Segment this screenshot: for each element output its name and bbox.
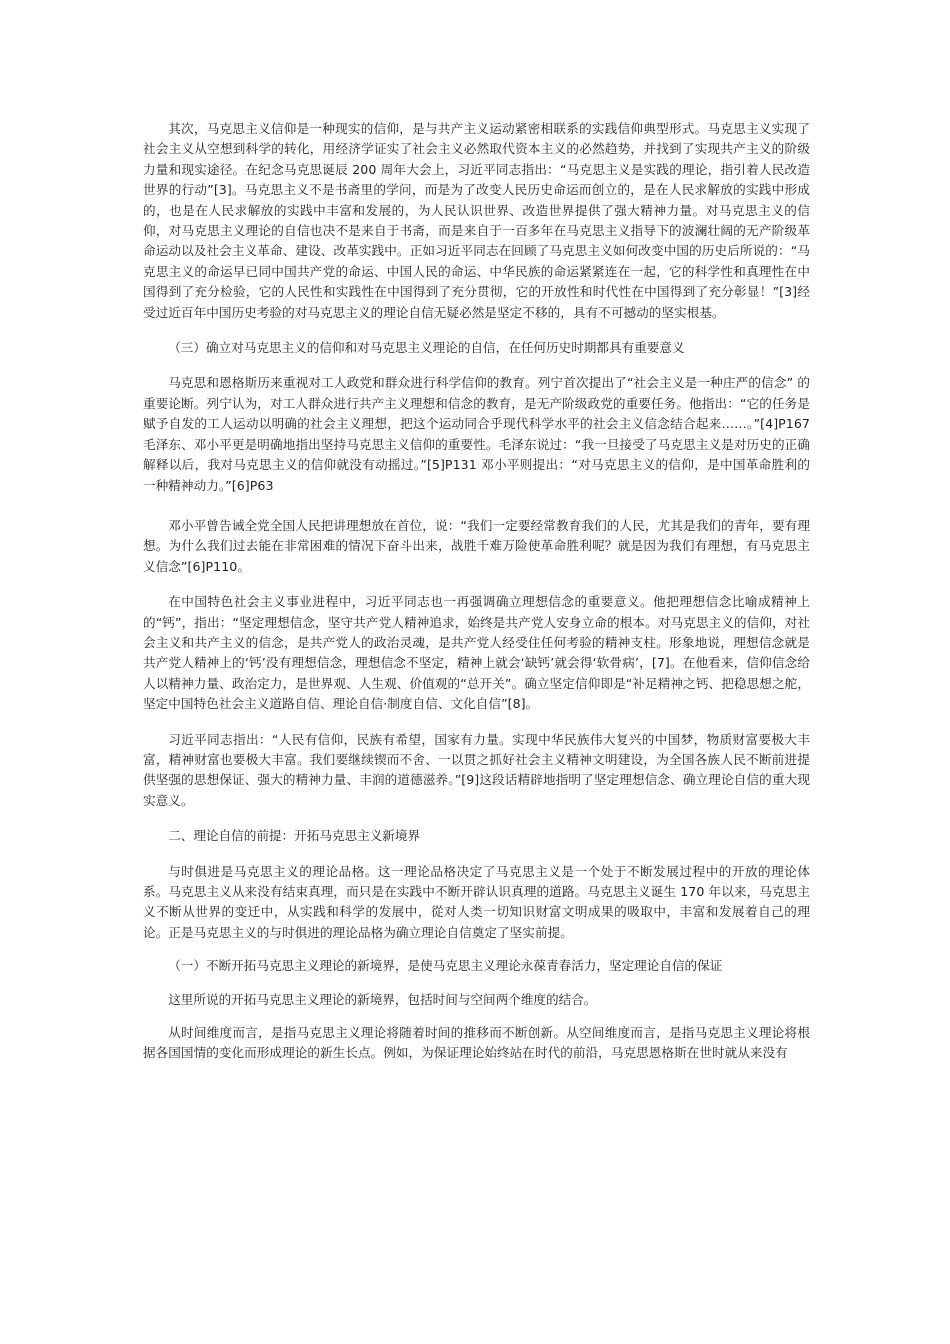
paragraph-xi-ideals-calcium: 在中国特色社会主义事业进程中，习近平同志也一再强调确立理想信念的重要意义。他把理想信念比喻成精神上的“钙”，指出：“坚定理想信念，坚守共产党人精神追求，始终是共产党人安身立命的根本。对马克思主义的信仰，对社会主义和共产主义的信念，是共产党人的政治灵魂，是共产党人经受住任何考验的精神支柱。形象地说，理想信念就是 共产党人精神上的‘钙’没有理想信念，理想信念不坚定，精神上就会‘缺钙’就会得‘软骨病’，[7]。在他看来，信仰信念给人以精神力量、政治定力，是世界观、人生观、价值观的“总开关”。确立坚定信仰即是“补足精神之钙、把稳思想之舵， 坚定中国特色社会主义道路自信、理论自信·制度自信、文化自信”[8]。 <box>143 594 810 712</box>
document-body <box>143 119 810 1064</box>
paragraph-xi-people-faith: 习近平同志指出：“人民有信仰，民族有希望，国家有力量。实现中华民族伟大复兴的中国梦，物质财富要极大丰富，精神财富也要极大丰富。我们要继续锲而不舍、一以贯之抓好社会主义精神文明建设，为全国各族人民不断前进提供坚强的思想保证、强大的精神力量、丰润的道德滋养。”[9]这段话精辟地指明了坚定理想信念、确立理论自信的重大现实意义。 <box>143 731 810 808</box>
section-heading-3: （三）确立对马克思主义的信仰和对马克思主义理论的自信，在任何历史时期都具有重要意义 <box>168 340 685 356</box>
paragraph-marx-engels-education: 马克思和恩格斯历来重视对工人政党和群众进行科学信仰的教育。列宁首次提出了“社会主义是一种庄严的信念” 的重要论断。列宁认为，对工人群众进行共产主义理想和信念的教育，是无产阶级政党的重要任务。他指出：“它的任务是赋予自发的工人运动以明确的社会主义理想，把这个运动同合乎现代科学水平的社会主义信念结合起来……。”[4]P167 毛泽东、邓小平更是明确地指出坚持马克思主义信仰的重要性。毛泽东说过：“我一旦接受了马克思主义是对历史的正确解释以后，我对马克思主义的信仰就没有动摇过。”[5]P131 邓小平则提出：“对马克思主义的信仰，是中国革命胜利的一种精神动力。”[6]P63 <box>143 375 810 493</box>
paragraph-time-dimension: 从时间维度而言，是指马克思主义理论将随着时间的推移而不断创新。从空间维度而言，是指马克思主义理论将根据各国国情的变化而形成理论的新生长点。例如，为保证理论始终站在时代的前沿，马克思恩格斯在世时就从来没有 <box>143 1025 810 1061</box>
paragraph-time-space-dimensions: 这里所说的开拓马克思主义理论的新境界，包括时间与空间两个维度的结合。 <box>168 991 597 1007</box>
paragraph-keep-pace-with-times: 与时俱进是马克思主义的理论品格。这一理论品格决定了马克思主义是一个处于不断发展过程中的开放的理论体 系。马克思主义从来没有结束真理，而只是在实践中不断开辟认识真理的道路。马克思主义诞生 170 年以来，马克思主义不断从世界的变迁中，从实践和科学的发展中，從对人类一切知识财富文明成果的吸取中，丰富和发展着自己的理论。正是马克思主义的与时俱进的理论品格为确立理论自信奠定了坚实前提。 <box>143 863 810 940</box>
chapter-heading-2: 二、理论自信的前提：开拓马克思主义新境界 <box>168 828 421 844</box>
paragraph-marxism-practical-belief: 其次，马克思主义信仰是一种现实的信仰，是与共产主义运动紧密相联系的实践信仰典型形式。马克思主义实现了社会主义从空想到科学的转化，用经济学证实了社会主义必然取代资本主义的必然趋势，并找到了实现共产主义的阶级力量和现实途径。在纪念马克思诞辰 200 周年大会上，习近平同志指出：“马克思主义是实践的理论，指引着人民改造世界的行动”[3]。马克思主义不是书斋里的学问，而是为了改变人民历史命运而创立的，是在人民求解放的实践中形成的，也是在人民求解放的实践中丰富和发展的，为人民认识世界、改造世界提供了强大精神力量。对马克思主义的信仰，对马克思主义理论的自信也决不是来自于书斋，而是来自于一百多年在马克思主义指导下的波澜壮阔的无产阶级革命运动以及社会主义革命、建设、改革实践中。正如习近平同志在回顾了马克思主义如何改变中国的历史后所说的：“马克思主义的命运早已同中国共产党的命运、中国人民的命运、中华民族的命运紧紧连在一起，它的科学性和真理性在中国得到了充分检验，它的人民性和实践性在中国得到了充分贯彻，它的开放性和时代性在中国得到了充分彰显！”[3]经受过近百年中国历史考验的对马克思主义的理论自信无疑必然是坚定不移的，具有不可撼动的坚实根基。 <box>143 121 810 320</box>
section-heading-1: （一）不断开拓马克思主义理论的新境界，是使马克思主义理论永葆青春活力，坚定理论自信的保证 <box>168 958 723 974</box>
paragraph-deng-ideals: 邓小平曾告诫全党全国人民把讲理想放在首位，说：“我们一定要经常教育我们的人民，尤其是我们的青年，要有理想。为什么我们过去能在非常困难的情况下奋斗出来，战胜千难万险使革命胜利呢？就是因为我们有理想，有马克思主义信念”[6]P110。 <box>143 517 810 574</box>
